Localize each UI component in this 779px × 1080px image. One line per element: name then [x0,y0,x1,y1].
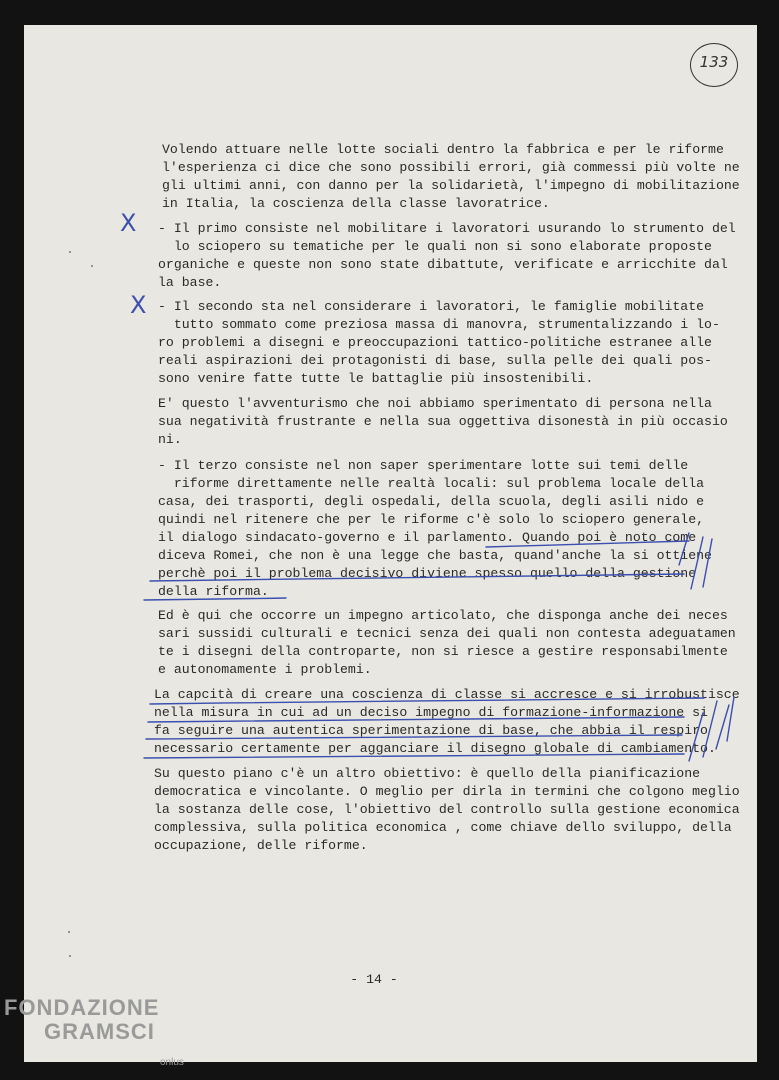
text-line: la sostanza delle cose, l'obiettivo del controllo sulla gestione economica [154,802,740,817]
margin-x-mark: X [130,291,147,319]
watermark-suffix: onlus [160,1057,184,1068]
text-line: democratica e vincolante. O meglio per dirla in termini che colgono meglio [154,784,740,799]
text-line: gli ultimi anni, con danno per la solidarietà, l'impegno di mobilitazione [162,178,740,193]
text-line: te i disegni della controparte, non si riesce a gestire responsabilmente [158,644,728,659]
archive-page-number: 133 [699,53,729,71]
text-line: - Il secondo sta nel considerare i lavoratori, le famiglie mobilitate [158,299,705,314]
watermark-line1: FONDAZIONE [4,995,160,1020]
text-line: necessario certamente per agganciare il disegno globale di cambiamento. [154,741,716,756]
text-line: nella misura in cui ad un deciso impegno di formazione-informazione si [154,705,708,720]
page-number: - 14 - [350,972,398,987]
watermark-line2: GRAMSCI [44,1019,155,1044]
text-line: lo sciopero su tematiche per le quali non si sono elaborate proposte [158,239,712,254]
text-line: complessiva, sulla politica economica , come chiave dello sviluppo, della [154,820,732,835]
text-line: sari sussidi culturali e tecnici senza dei quali non contesta adeguatamen [158,626,736,641]
text-line: reali aspirazioni dei protagonisti di base, sulla pelle dei quali pos- [158,353,712,368]
text-line: casa, dei trasporti, degli ospedali, della scuola, degli asili nido e [158,494,705,509]
text-line: La capcità di creare una coscienza di classe si accresce e si irrobustisce [154,687,740,702]
text-line: - Il terzo consiste nel non saper sperimentare lotte sui temi delle [158,458,689,473]
text-line: il dialogo sindacato-governo e il parlamento. Quando poi è noto come [158,530,697,545]
text-line: in Italia, la coscienza della classe lavoratrice. [162,196,550,211]
text-line: ro problemi a disegni e preoccupazioni tattico-politiche estranee alle [158,335,712,350]
text-line: organiche e queste non sono state dibattute, verificate e arricchite dal [158,257,728,272]
margin-x-mark: X [120,209,137,237]
handwritten-underlines [24,25,757,1062]
fondazione-gramsci-watermark [4,995,184,1068]
text-line: Volendo attuare nelle lotte sociali dentro la fabbrica e per le riforme [162,142,724,157]
text-line: e autonomamente i problemi. [158,662,372,677]
text-line: E' questo l'avventurismo che noi abbiamo sperimentato di persona nella [158,396,712,411]
text-line: quindi nel ritenere che per le riforme c'è solo lo sciopero generale, [158,512,705,527]
text-line: - Il primo consiste nel mobilitare i lavoratori usurando lo strumento del [158,221,736,236]
text-line: ni. [158,432,182,447]
document-page [24,25,757,1062]
text-line: della riforma. [158,584,269,599]
text-line: perchè poi il problema decisivo diviene spesso quello della gestione [158,566,697,581]
text-line: la base. [158,275,222,290]
text-line: tutto sommato come preziosa massa di manovra, strumentalizzando i lo- [158,317,720,332]
text-line: fa seguire una autentica sperimentazione di base, che abbia il respiro [154,723,708,738]
text-line: riforme direttamente nelle realtà locali: sul problema locale della [158,476,705,491]
text-line: Ed è qui che occorre un impegno articolato, che disponga anche dei neces [158,608,728,623]
text-line: diceva Romei, che non è una legge che basta, quand'anche la si ottiene [158,548,712,563]
text-line: occupazione, delle riforme. [154,838,368,853]
text-line: Su questo piano c'è un altro obiettivo: è quello della pianificazione [154,766,701,781]
text-line: l'esperienza ci dice che sono possibili errori, già commessi più volte ne [162,160,740,175]
text-line: sono venire fatte tutte le battaglie più insostenibili. [158,371,594,386]
text-line: sua negatività frustrante e nella sua oggettiva disonestà in più occasio [158,414,728,429]
